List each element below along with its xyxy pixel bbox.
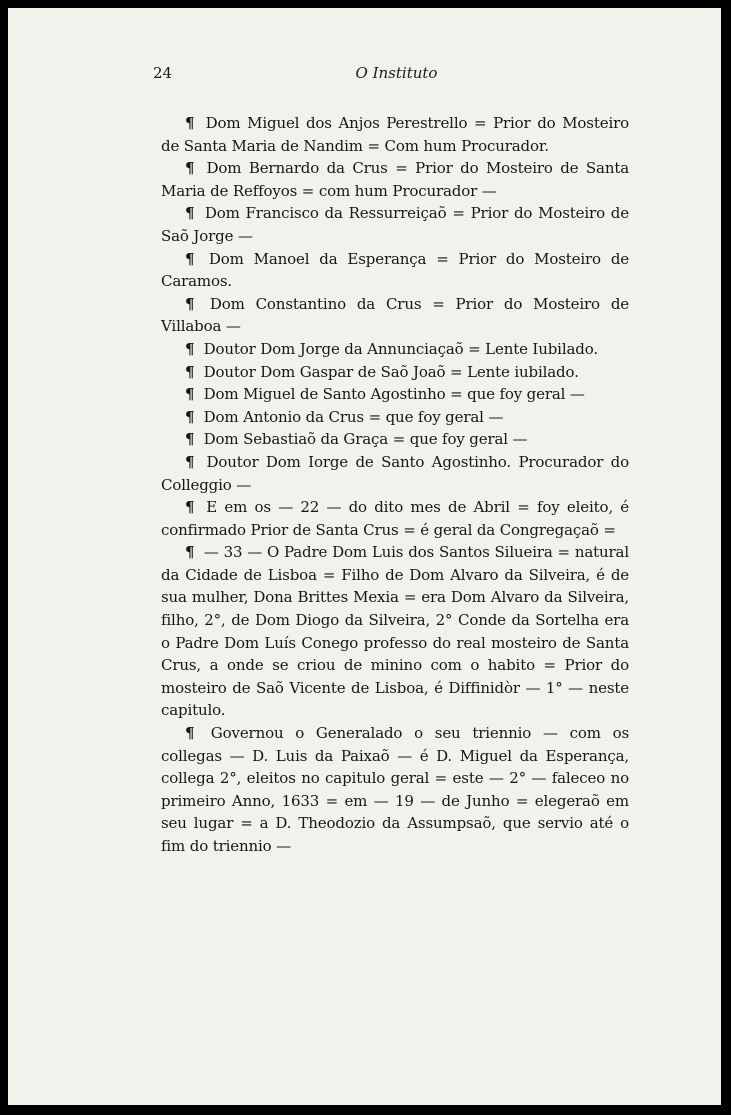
entry-text: Dom Antonio da Crus = que foy geral — xyxy=(203,407,504,426)
entry-text: Doutor Dom Iorge de Santo Agostinho. Procurador do Colleggio — xyxy=(161,452,629,494)
paragraph-mark-icon: ¶ xyxy=(185,114,195,132)
entry-text: E em os — 22 — do dito mes de Abril = foy eleito, é confirmado Prior de Santa Crus = é geral da Congregaçaõ = xyxy=(161,498,629,539)
entry-paragraph xyxy=(161,112,629,157)
paragraph-mark-icon: ¶ xyxy=(185,159,195,178)
paragraph-mark-icon: ¶ xyxy=(185,543,195,562)
entry-text: — 33 — O Padre Dom Luis dos Santos Silueira = natural da Cidade de Lisboa = Filho de Dom Alvaro da Silveira, é de sua mulher, Dona Brittes Mexia = era Dom Alvaro da Silveira, filho, 2°, de Dom Diogo da Silveira, 2° Conde da Sortelha era o Padre Dom Luís Conego professo do real mosteiro de Santa Crus, a onde se criou de minino com o habito = Prior do mosteiro de Saõ Vicente de Lisboa, é Diffinidòr — 1° — neste capitulo. xyxy=(161,543,629,720)
paragraph-mark-icon: ¶ xyxy=(185,294,195,313)
entry-paragraph xyxy=(161,496,629,541)
paragraph-mark-icon: ¶ xyxy=(185,362,195,381)
paragraph-mark-icon: ¶ xyxy=(185,204,195,223)
entry-paragraph xyxy=(161,157,629,202)
entry-paragraph xyxy=(161,361,629,384)
paragraph-mark-icon: ¶ xyxy=(185,430,195,449)
entry-text: Doutor Dom Gaspar de Saõ Joaõ = Lente iubilado. xyxy=(203,362,579,381)
entry-text: Dom Manoel da Esperança = Prior do Mosteiro de Caramos. xyxy=(161,249,630,291)
entry-paragraph xyxy=(161,383,629,406)
paragraph-mark-icon: ¶ xyxy=(185,249,195,268)
entry-paragraph xyxy=(161,248,629,293)
entry-paragraph xyxy=(161,451,629,496)
entry-paragraph xyxy=(161,428,629,451)
entry-text: Dom Francisco da Ressurreiçaõ = Prior do Mosteiro de Saõ Jorge — xyxy=(161,204,629,245)
running-title: O Instituto xyxy=(355,64,438,82)
paragraph-mark-icon: ¶ xyxy=(185,385,195,404)
body-text xyxy=(161,112,629,858)
entry-paragraph xyxy=(161,338,629,361)
entry-paragraph xyxy=(161,406,629,429)
paragraph-mark-icon: ¶ xyxy=(185,724,195,743)
paragraph-mark-icon: ¶ xyxy=(185,498,195,517)
entry-text: Dom Sebastiaõ da Graça = que foy geral — xyxy=(203,430,528,449)
entry-text: Dom Miguel de Santo Agostinho = que foy geral — xyxy=(203,385,585,404)
page-number: 24 xyxy=(153,64,173,82)
entry-text: Doutor Dom Jorge da Annunciaçaõ = Lente Iubilado. xyxy=(203,339,598,358)
entry-text: Governou o Generalado o seu triennio — com os collegas — D. Luis da Paixaõ — é D. Miguel da Esperança, collega 2°, eleitos no capitulo geral = este — 2° — faleceo no primeiro Anno, 1633 = em — 19 — de Junho = elegeraõ em seu lugar = a D. Theodozio da Assumpsaõ, que servio até o fim do triennio — xyxy=(161,724,629,855)
paragraph-mark-icon: ¶ xyxy=(185,407,195,426)
entry-paragraph xyxy=(161,541,629,722)
entry-paragraph xyxy=(161,293,629,338)
paragraph-mark-icon: ¶ xyxy=(185,452,195,471)
entry-text: Dom Bernardo da Crus = Prior do Mosteiro de Santa Maria de Reffoyos = com hum Procurador — xyxy=(161,159,630,200)
page-header xyxy=(153,64,640,88)
paragraph-mark-icon: ¶ xyxy=(185,339,195,358)
entry-paragraph xyxy=(161,722,629,858)
entry-text: Dom Miguel dos Anjos Perestrello = Prior do Mosteiro de Santa Maria de Nandim = Com hum Procurador. xyxy=(161,114,629,155)
entry-text: Dom Constantino da Crus = Prior do Mosteiro de Villaboa — xyxy=(161,294,629,336)
entry-paragraph xyxy=(161,202,629,247)
